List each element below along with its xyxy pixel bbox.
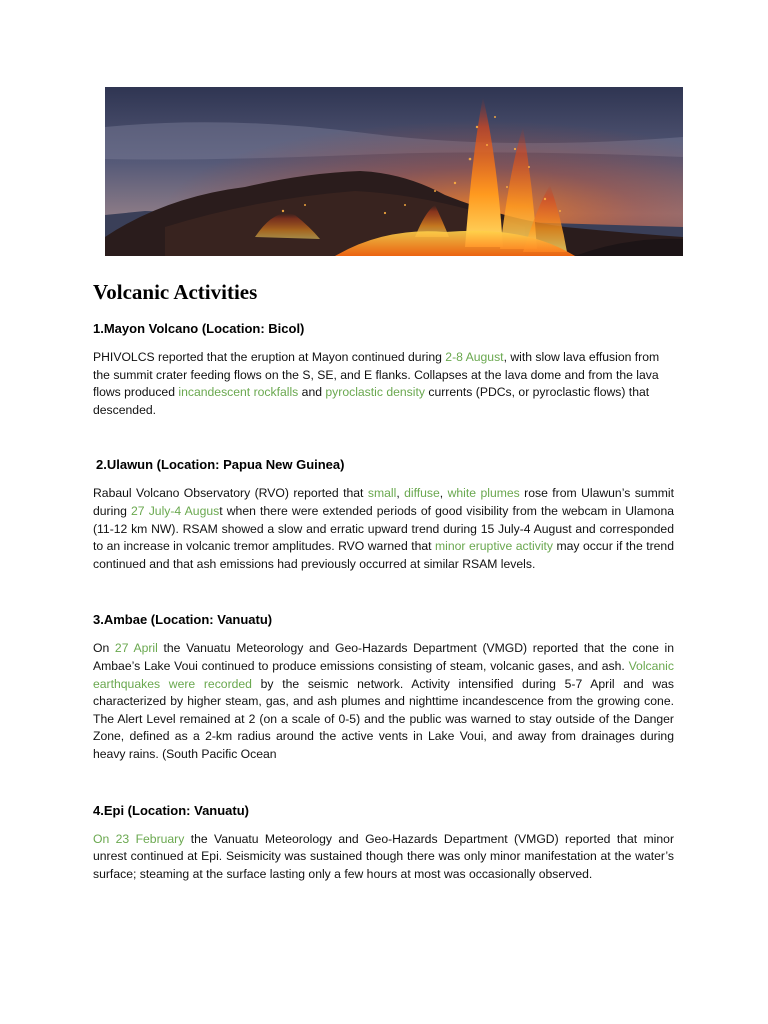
highlighted-text: 27 July-4 Augus: [131, 503, 220, 518]
highlighted-text: white plumes: [447, 486, 520, 501]
body-text: Rabaul Volcano Observatory (RVO) reported that: [93, 486, 368, 501]
body-text: the Vanuatu Meteorology and Geo-Hazards Department (VMGD) reported that minor unrest continued at Epi. Seismicity was sustained though there was only minor manifestation at the water’s surface; steaming at the surface lasting only a few hours at most was occasionally observed.: [93, 831, 674, 881]
body-text: , with slow lava effusion from the summit crater feeding flows on the S, SE, and E flanks. Collapses at the lava dome and from the lava flows produced: [93, 350, 660, 400]
section-mayon: [93, 320, 674, 419]
highlighted-text: incandescent rockfalls: [178, 385, 299, 400]
body-text: t when there were extended periods of good visibility from the webcam in Ulamona (11-12 km NW). RSAM showed a slow and erratic upward trend during 15 July-4 August and corresponded to an increase in volcanic tremor amplitudes. RVO warned that: [93, 503, 674, 554]
highlighted-text: small: [367, 486, 397, 501]
body-text: and: [298, 385, 326, 400]
body-text: the Vanuatu Meteorology and Geo-Hazards Department (VMGD) reported that the cone in Ambae’s Lake Voui continued to produce emissions consisting of steam, volcanic gases, and ash.: [93, 641, 674, 673]
body-text: PHIVOLCS reported that the eruption at Mayon continued during: [93, 350, 446, 364]
section-body: [93, 349, 674, 419]
volcano-eruption-image: [105, 87, 683, 256]
body-text: may occur if the trend continued and that ash emissions had previously occurred at similar RSAM levels.: [93, 539, 674, 571]
page-title: Volcanic Activities: [93, 280, 258, 304]
body-text: ,: [439, 486, 448, 501]
document-body: [93, 278, 674, 883]
section-ulawun: [93, 456, 674, 573]
section-ambae: [93, 611, 674, 763]
body-text: On: [93, 641, 115, 656]
highlighted-text: Volcanic earthquakes were recorded: [93, 658, 674, 691]
section-epi: [93, 802, 674, 884]
body-text: currents (PDCs, or pyroclastic flows) that descended.: [93, 385, 650, 417]
highlighted-text: 2-8 August: [445, 350, 504, 364]
section-heading: 3.Ambae (Location: Vanuatu): [93, 612, 273, 628]
highlighted-text: pyroclastic density: [325, 385, 425, 400]
section-heading: 2.Ulawun (Location: Papua New Guinea): [96, 457, 345, 473]
body-text: by the seismic network. Activity intensified during 5-7 April and was characterized by higher steam, gas, and ash plumes and nighttime incandescence from the growing cone. The Alert Level remained at 2 (on a scale of 0-5) and the public was warned to stay outside of the Danger Zone, defined as a 2-km radius around the active vents in Lake Voui, and away from drainages during heavy rains. (South Pacific Ocean: [93, 676, 674, 761]
section-body: [93, 485, 674, 573]
highlighted-text: diffuse: [404, 486, 440, 501]
section-body: [93, 831, 674, 884]
highlighted-text: minor eruptive activity: [435, 539, 554, 554]
body-text: rose from Ulawun’s summit during: [93, 486, 674, 518]
section-heading: 4.Epi (Location: Vanuatu): [93, 802, 250, 818]
section-heading: 1.Mayon Volcano (Location: Bicol): [93, 321, 305, 336]
body-text: ,: [396, 486, 405, 501]
section-body: [93, 640, 674, 763]
highlighted-text: On 23 February: [93, 831, 185, 846]
highlighted-text: 27 April: [114, 641, 158, 656]
